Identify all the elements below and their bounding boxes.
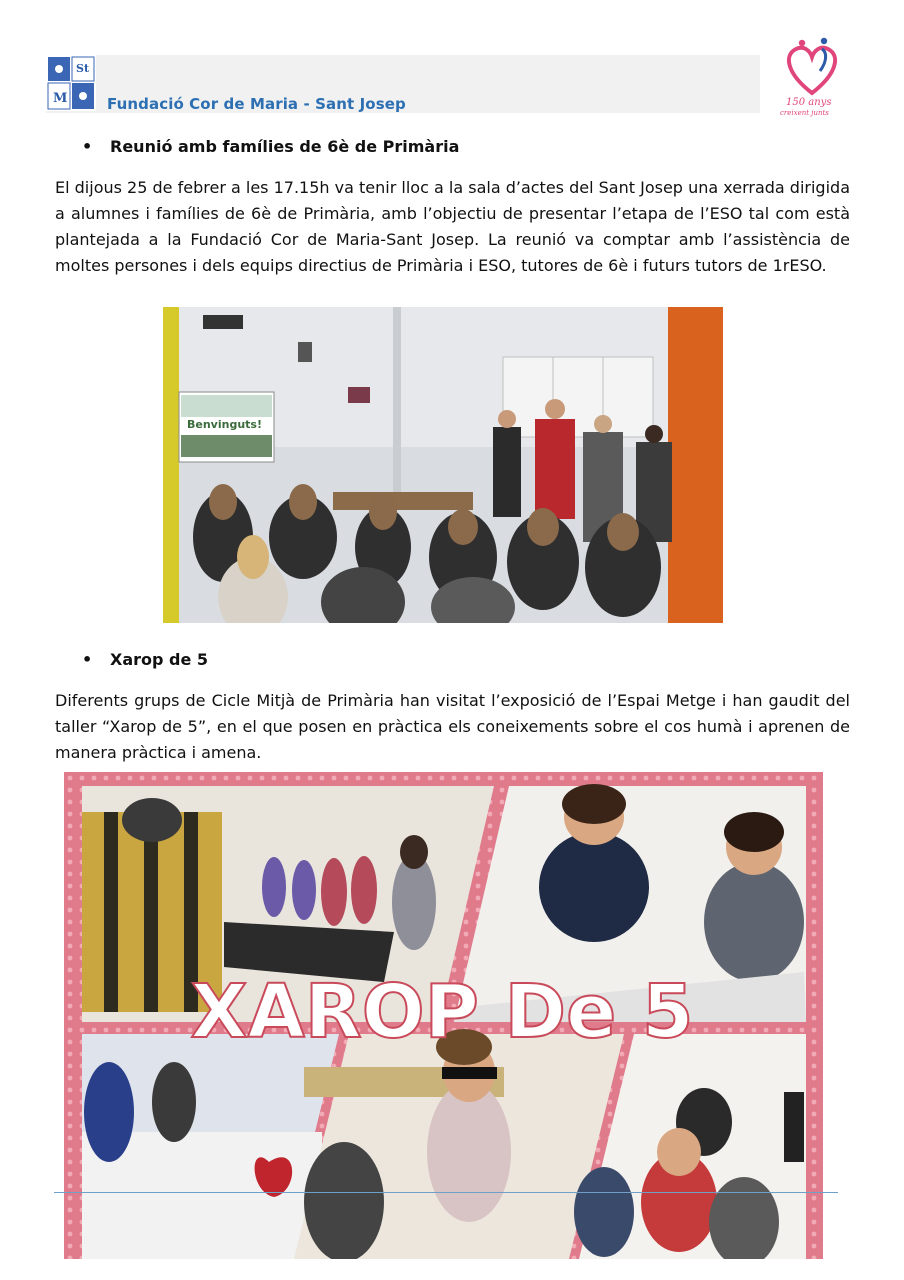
bullet-icon: • bbox=[82, 650, 93, 669]
organization-name: Fundació Cor de Maria - Sant Josep bbox=[107, 95, 406, 113]
anniversary-subtext: creixent junts bbox=[780, 109, 829, 117]
footer-divider bbox=[54, 1192, 838, 1193]
xarop-collage bbox=[64, 772, 823, 1259]
logo-letters-m: M bbox=[53, 91, 68, 106]
heading-text: Reunió amb famílies de 6è de Primària bbox=[110, 137, 460, 156]
collage-title: XAROP De 5 bbox=[190, 969, 694, 1055]
anniversary-logo bbox=[776, 33, 848, 119]
logo-letters-st: St bbox=[76, 62, 90, 75]
anniversary-text: 150 anys bbox=[786, 97, 832, 108]
projected-welcome-text: Benvinguts! bbox=[187, 418, 262, 431]
paragraph-xarop: Diferents grups de Cicle Mitjà de Primària han visitat l’exposició de l’Espai Metge i han gaudit del taller “Xarop de 5”, en el que posen en pràctica els coneixements sobre el cos humà i aprenen de manera pràctica i amena. bbox=[55, 691, 850, 762]
bullet-icon: • bbox=[82, 137, 93, 156]
heading-text: Xarop de 5 bbox=[110, 650, 209, 669]
paragraph-reunio: El dijous 25 de febrer a les 17.15h va tenir lloc a la sala d’actes del Sant Josep una xerrada dirigida a alumnes i famílies de 6è de Primària, amb l’objectiu de presentar l’etapa de l’ESO tal com està plantejada a la Fundació Cor de Maria-Sant Josep. La reunió va comptar amb l’assistència de moltes persones i dels equips directius de Primària i ESO, tutores de 6è i futurs tutors de 1rESO. bbox=[55, 178, 850, 275]
school-logo bbox=[46, 55, 96, 111]
section-heading-xarop bbox=[82, 650, 208, 669]
meeting-photo bbox=[163, 307, 723, 623]
section-heading-reunio bbox=[82, 137, 459, 156]
